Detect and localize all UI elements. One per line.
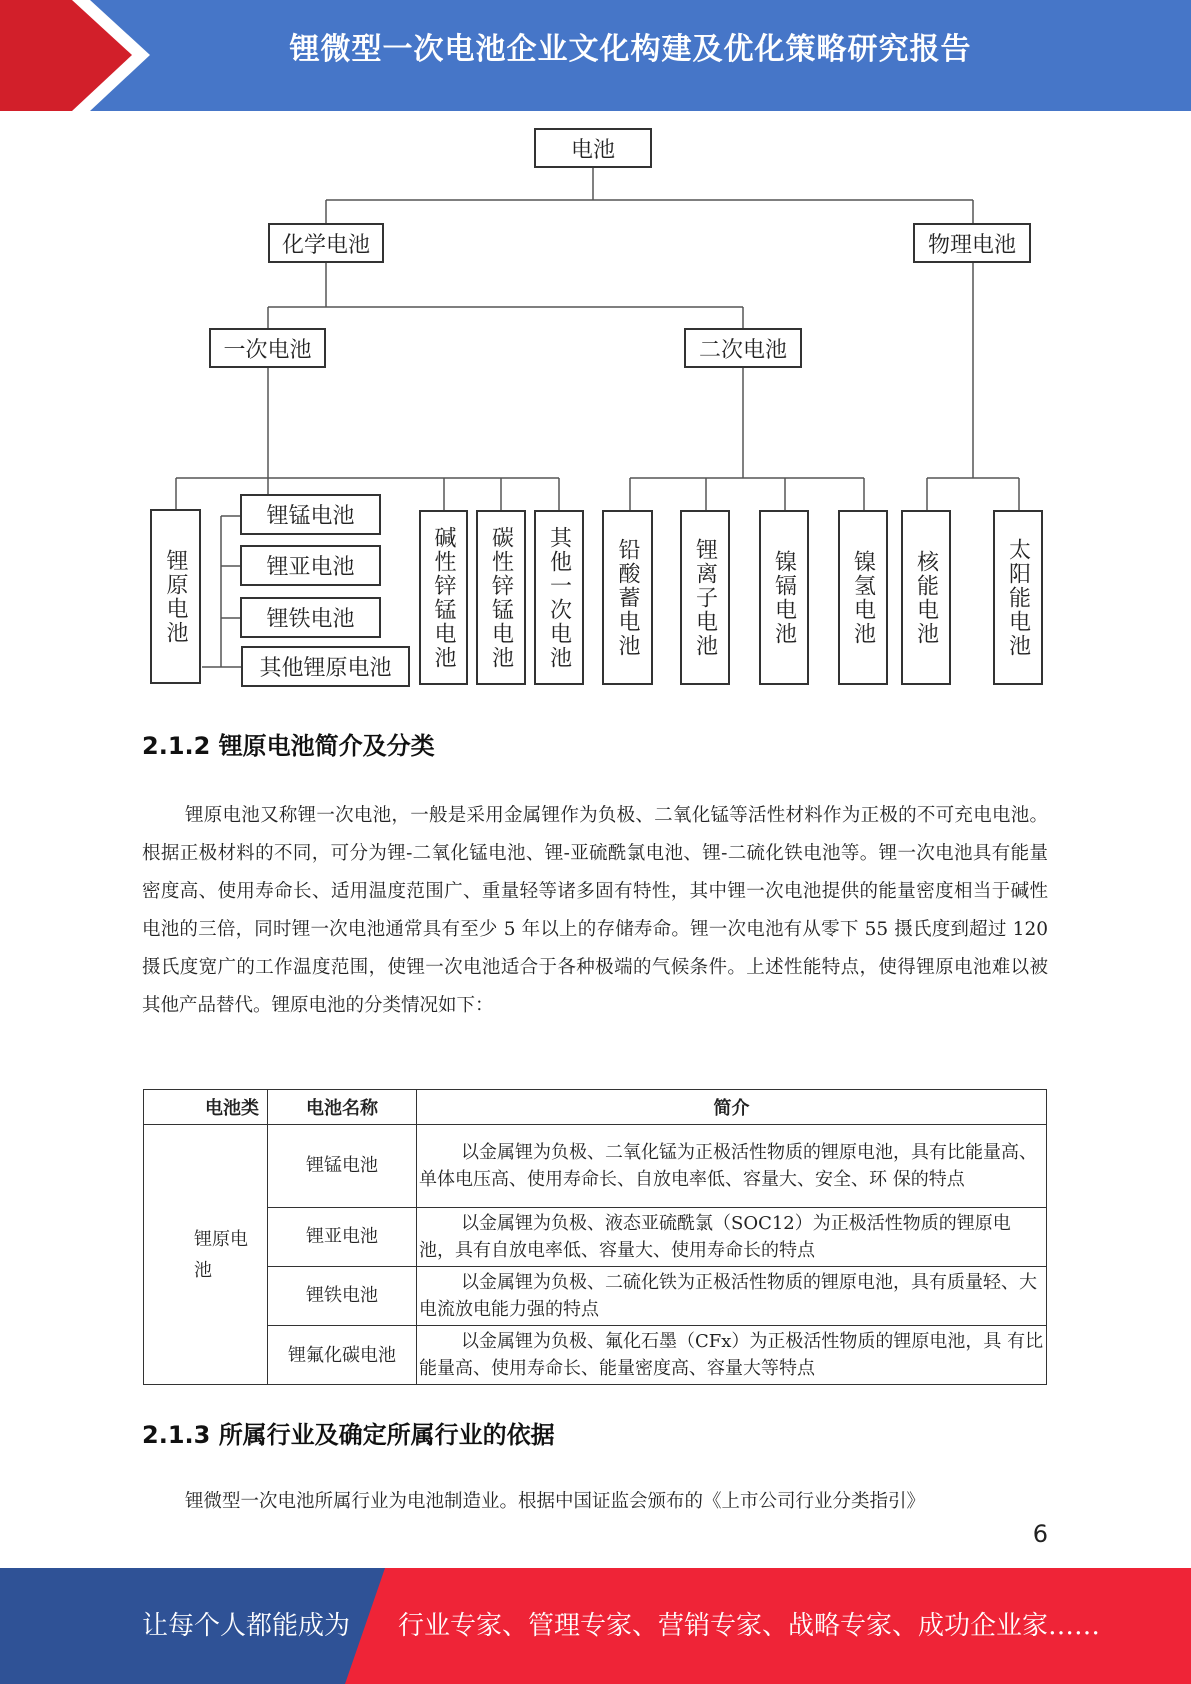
page-footer [0,1568,1191,1684]
lithium-primary-classification-table [143,1089,1047,1385]
node-lithium-ion: 锂离子电池 [680,510,730,685]
table-header-description: 简介 [417,1090,1047,1125]
table-cell-description: 以金属锂为负极、氟化石墨（CFx）为正极活性物质的锂原电池，具 有比能量高、使用寿命长、能量密度高、容量大等特点 [417,1326,1047,1385]
table-row [144,1208,1047,1267]
node-other-primary: 其他一次电池 [534,510,584,685]
node-solar: 太阳能电池 [993,510,1043,685]
table-cell-category [144,1125,268,1385]
page-number: 6 [1032,1520,1048,1548]
table-row [144,1125,1047,1208]
footer-slogan-right: 行业专家、管理专家、营销专家、战略专家、成功企业家…… [398,1611,1101,1641]
node-nickel-hydrogen: 镍氢电池 [838,510,888,685]
table-cell-description: 以金属锂为负极、二硫化铁为正极活性物质的锂原电池，具有质量轻、大电流放电能力强的特点 [417,1267,1047,1326]
section-heading-2-1-2: 2.1.2 锂原电池简介及分类 [142,732,435,760]
category-label: 锂原电池 [194,1228,248,1281]
table-row [144,1326,1047,1385]
node-other-lithium: 其他锂原电池 [241,646,410,687]
battery-classification-diagram [0,111,1191,691]
table-header-name: 电池名称 [268,1090,417,1125]
table-cell-name: 锂锰电池 [268,1125,417,1208]
node-secondary-battery: 二次电池 [684,328,802,368]
page-header [0,0,1191,111]
table-cell-name: 锂氟化碳电池 [268,1326,417,1385]
footer-slogan-left: 让每个人都能成为 [142,1611,351,1641]
table-row [144,1267,1047,1326]
section-2-1-3-paragraph: 锂微型一次电池所属行业为电池制造业。根据中国证监会颁布的《上市公司行业分类指引》 [185,1491,926,1512]
node-nuclear: 核能电池 [901,510,951,685]
table-cell-description: 以金属锂为负极、二氧化锰为正极活性物质的锂原电池，具有比能量高、单体电压高、使用寿命长、自放电率低、容量大、安全、环 保的特点 [417,1125,1047,1208]
node-alkaline-zinc-manganese: 碱性锌锰电池 [419,510,468,685]
section-2-1-2-paragraph: 锂原电池又称锂一次电池，一般是采用金属锂作为负极、二氧化锰等活性材料作为正极的不可充电电池。根据正极材料的不同，可分为锂-二氧化锰电池、锂-亚硫酰氯电池、锂-二硫化铁电池等。锂一次电池具有能量密度高、使用寿命长、适用温度范围广、重量轻等诸多固有特性，其中锂一次电池提供的能量密度相当于碱性电池的三倍，同时锂一次电池通常具有至少 5 年以上的存储寿命。锂一次电池有从零下 55 摄氏度到超过 120 摄氏度宽广的工作温度范围，使锂一次电池适合于各种极端的气候条件。上述性能特点，使得锂原电池难以被其他产品替代。锂原电池的分类情况如下： [142,805,1048,1016]
section-heading-2-1-3: 2.1.3 所属行业及确定所属行业的依据 [142,1421,555,1449]
table-header-row [144,1090,1047,1125]
node-lithium-thionyl: 锂亚电池 [240,545,381,586]
node-lead-acid: 铅酸蓄电池 [602,510,653,685]
table-header-category: 电池类 [144,1090,268,1125]
node-battery: 电池 [534,128,652,168]
node-primary-battery: 一次电池 [209,328,326,368]
node-physical-battery: 物理电池 [913,223,1031,263]
node-chemical-battery: 化学电池 [268,223,384,263]
node-lithium-manganese: 锂锰电池 [240,494,381,535]
table-cell-name: 锂铁电池 [268,1267,417,1326]
node-lithium-iron: 锂铁电池 [240,597,381,638]
node-carbon-zinc-manganese: 碳性锌锰电池 [476,510,526,685]
node-lithium-primary: 锂原电池 [150,509,201,684]
table-cell-description: 以金属锂为负极、液态亚硫酰氯（SOC12）为正极活性物质的锂原电 池，具有自放电率低、容量大、使用寿命长的特点 [417,1208,1047,1267]
table-cell-name: 锂亚电池 [268,1208,417,1267]
document-title: 锂微型一次电池企业文化构建及优化策略研究报告 [289,32,972,67]
node-nickel-cadmium: 镍镉电池 [759,510,809,685]
